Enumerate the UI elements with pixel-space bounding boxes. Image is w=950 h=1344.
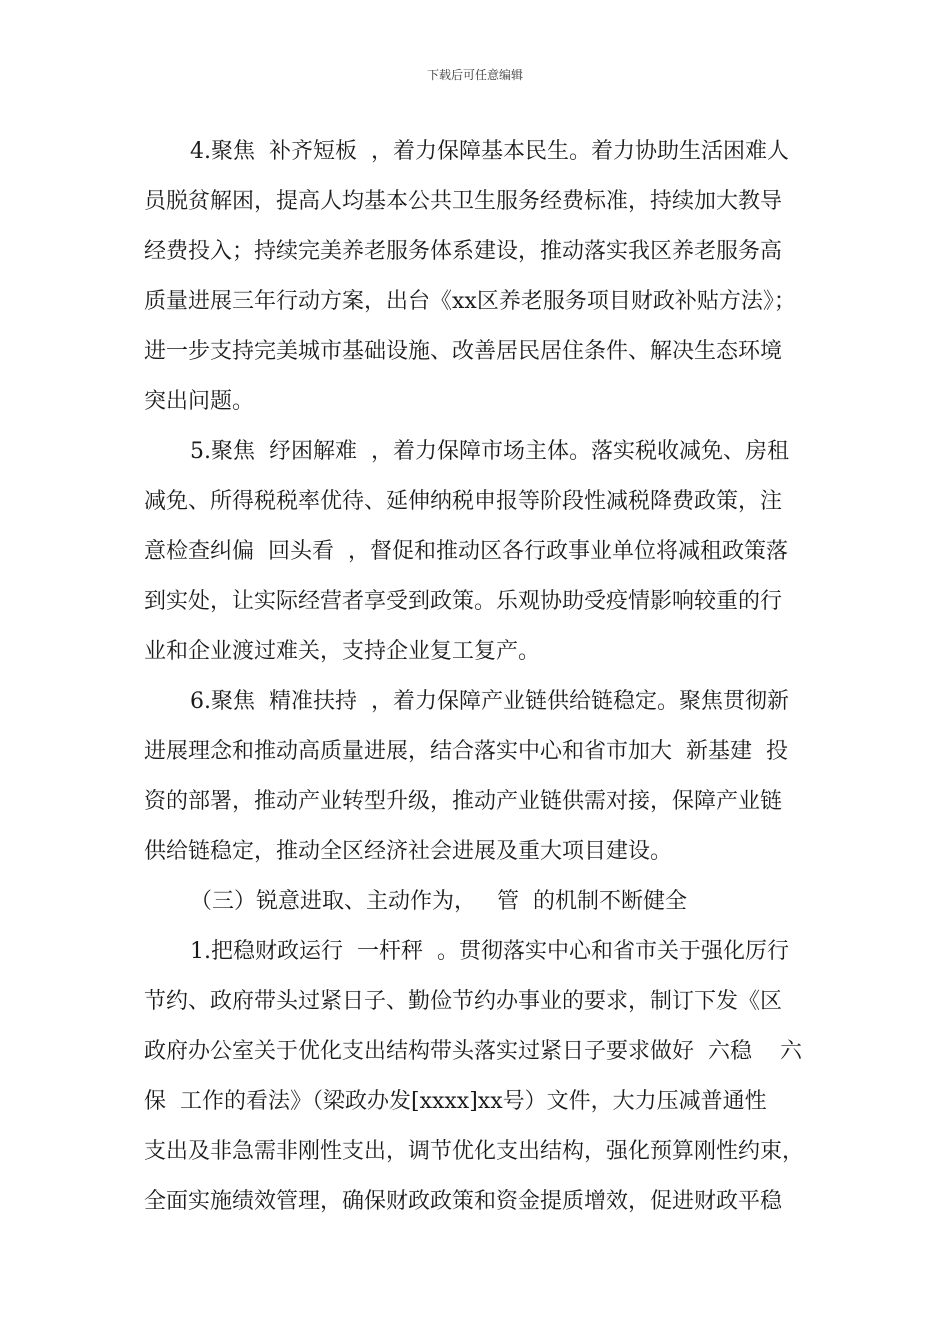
text-line: 意检查纠偏 回头看 ，督促和推动区各行政事业单位将减租政策落 bbox=[144, 539, 788, 564]
text-line: 节约、政府带头过紧日子、勤俭节约办事业的要求，制订下发《区 bbox=[144, 989, 783, 1014]
text-line: 到实处，让实际经营者享受到政策。乐观协助受疫情影响较重的行 bbox=[144, 589, 783, 614]
text-line: 经费投入；持续完美养老服务体系建设，推动落实我区养老服务高 bbox=[144, 239, 783, 264]
text-line: 质量进展三年行动方案，出台《xx区养老服务项目财政补贴方法》； bbox=[144, 289, 796, 314]
text-line: 1.把稳财政运行 一杆秤 。贯彻落实中心和省市关于强化厉行 bbox=[190, 939, 789, 964]
text-line: 突出问题。 bbox=[144, 389, 255, 414]
text-line: 全面实施绩效管理，确保财政政策和资金提质增效，促进财政平稳 bbox=[144, 1189, 783, 1214]
text-line: 进一步支持完美城市基础设施、改善居民居住条件、解决生态环境 bbox=[144, 339, 783, 364]
text-line: 保 工作的看法》（梁政办发[xxxx]xx号）文件，大力压减普通性 bbox=[144, 1089, 767, 1114]
text-line: 进展理念和推动高质量进展，结合落实中心和省市加大 新基建 投 bbox=[144, 739, 788, 764]
text-line: 6.聚焦 精准扶持 ，着力保障产业链供给链稳定。聚焦贯彻新 bbox=[190, 689, 789, 714]
text-line: 政府办公室关于优化支出结构带头落实过紧日子要求做好 六稳 六 bbox=[144, 1039, 802, 1064]
section-heading: （三）锐意进取、主动作为， 管 的机制不断健全 bbox=[190, 889, 687, 914]
text-line: 支出及非急需非刚性支出，调节优化支出结构，强化预算刚性约束， bbox=[144, 1139, 805, 1164]
page-header: 下载后可任意编辑 bbox=[426, 68, 523, 82]
text-line: 员脱贫解困，提高人均基本公共卫生服务经费标准，持续加大教导 bbox=[144, 189, 783, 214]
text-line: 供给链稳定，推动全区经济社会进展及重大项目建设。 bbox=[144, 839, 673, 864]
text-line: 减免、所得税税率优待、延伸纳税申报等阶段性减税降费政策，注 bbox=[144, 489, 783, 514]
text-line: 业和企业渡过难关，支持企业复工复产。 bbox=[144, 639, 541, 664]
text-line: 4.聚焦 补齐短板 ，着力保障基本民生。着力协助生活困难人 bbox=[190, 139, 789, 164]
text-line: 资的部署，推动产业转型升级，推动产业链供需对接，保障产业链 bbox=[144, 789, 783, 814]
text-line: 5.聚焦 纾困解难 ，着力保障市场主体。落实税收减免、房租 bbox=[190, 439, 789, 464]
